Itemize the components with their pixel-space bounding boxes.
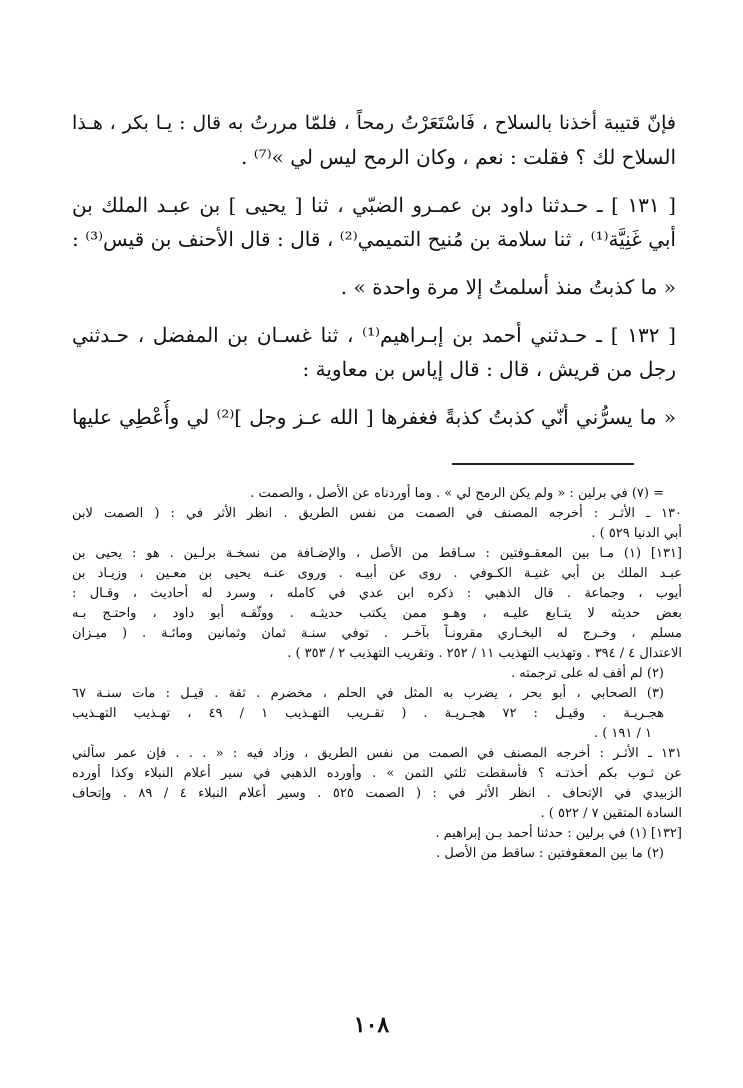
footnote-line: ١٣٠ ـ الأثـر : أخرجه المصنف في الصمت من نفس الطريق . انظر الأثر في : ( الصمت لابن xyxy=(72,506,682,521)
footnote-line: هجـريـة . وقيـل : ٧٢ هجـريـة . ( تقـريب التهـذيب ١ / ٤٩ ، تهـذيب التهـذيب xyxy=(72,706,664,721)
text-line: « ما يسرُّني أنّي كذبتُ كذبةً فغفرها [ الله عـز وجل ]⁽²⁾ لي وأُعْطِي عليها xyxy=(72,405,676,429)
footnote-line: ١٣١ ـ الأثـر : أخرجه المصنف في الصمت من نفس الطريق ، وزاد فيه : « . . . فإن عمر سألني xyxy=(72,746,682,761)
footnotes xyxy=(72,484,682,864)
text-line: أبي غَنِيَّة⁽¹⁾ ، ثنا سلامة بن مُنيح التميمي⁽²⁾ ، قال : قال الأحنف بن قيس⁽³⁾ : xyxy=(72,227,676,251)
text-line: « ما كذبتُ منذ أسلمتُ إلا مرة واحدة » . xyxy=(340,275,676,299)
text-line: [ ١٣١ ] ـ حـدثنا داود بن عمـرو الضبّي ، ثنا [ يحيى ] بن عبـد الملك بن xyxy=(72,193,676,217)
footnote-line: عن ثـوب بكم أخذتـه ؟ فأسقطت ثلثي الثمن » . وأورده الذهبي في سير أعلام النبلاء وكذا أورده xyxy=(72,766,682,781)
footnote-line: (٢) لم أقف له على ترجمته . xyxy=(510,666,664,681)
footnote-line: عبـد الملك بن أبي غنيـة الكـوفي . روى عن أبيـه . وروى عنـه يحيى بن معـين ، وزيـاد بن xyxy=(72,566,682,581)
footnote-line: (٢) ما بين المعقوفتين : ساقط من الأصل . xyxy=(436,846,664,861)
footnote-line: أيوب ، وجماعة . قال الذهبي : ذكره ابن عدي في كامله ، وسرد له أحاديث ، وقـال : xyxy=(72,586,682,601)
footnote-line: الزبيدي في الإتحاف . انظر الأثر في : ( الصمت ٥٢٥ . وسير أعلام النبلاء ٤ / ٨٩ . وإتحاف xyxy=(72,786,682,801)
footnote-line: [١٣٢] (١) في برلين : حدثنا أحمد بـن إبراهيم . xyxy=(435,826,682,841)
main-text xyxy=(72,106,676,434)
text-line: فإنّ قتيبة أخذنا بالسلاح ، فَاسْتَعَرْتُ رمحاً ، فلمّا مررتُ به قال : يـا بكر ، هـذا xyxy=(72,112,676,134)
footnote-line: = (٧) في برلين : « ولم يكن الرمح لي » . وما أوردناه عن الأصل ، والصمت . xyxy=(250,486,664,501)
page-number: ١٠٨ xyxy=(353,1012,390,1038)
footnote-line: الاعتدال ٤ / ٣٩٤ . وتهذيب التهذيب ١١ / ٢٥٢ . وتقريب التهذيب ٢ / ٣٥٣ ) . xyxy=(287,646,682,661)
footnote-line: بعض حديثه لا يتـابع عليـه ، وهـو ممن يكتب حديثـه . ووثّقـه أبو داود ، واحتـج بـه xyxy=(72,606,682,621)
footnote-line: (٣) الصحابي ، أبو بحر ، يضرب به المثل في الحلم ، مخضرم . ثقة . قيـل : مات سنـة ٦٧ xyxy=(72,686,664,701)
footnote-line: أبي الدنيا ٥٢٩ ) . xyxy=(591,526,682,541)
footnote-separator xyxy=(452,463,634,465)
text-line: رجل من قريش ، قال : قال إياس بن معاوية : xyxy=(302,357,676,381)
footnote-line: السادة المتقين ٧ / ٥٢٢ ) . xyxy=(540,806,682,821)
footnote-line: مسلم ، وخـرج له البخـاري مقرونـاً بآخـر . توفي سنـة ثمان وثمانين ومائـة . ( ميـزان xyxy=(72,626,682,641)
footnote-line: [١٣١] (١) مـا بين المعقـوفتين : سـاقط من الأصل ، والإضـافة من نسخـة برلـين . هو : يحيى بن xyxy=(72,546,682,561)
text-line: [ ١٣٢ ] ـ حـدثني أحمد بن إبـراهيم⁽¹⁾ ، ثنا غسـان بن المفضل ، حـدثني xyxy=(72,323,676,347)
text-line: السلاح لك ؟ فقلت : نعم ، وكان الرمح ليس لي »⁽⁷⁾ . xyxy=(241,145,676,169)
footnote-line: ١ / ١٩١ ) . xyxy=(593,726,652,741)
